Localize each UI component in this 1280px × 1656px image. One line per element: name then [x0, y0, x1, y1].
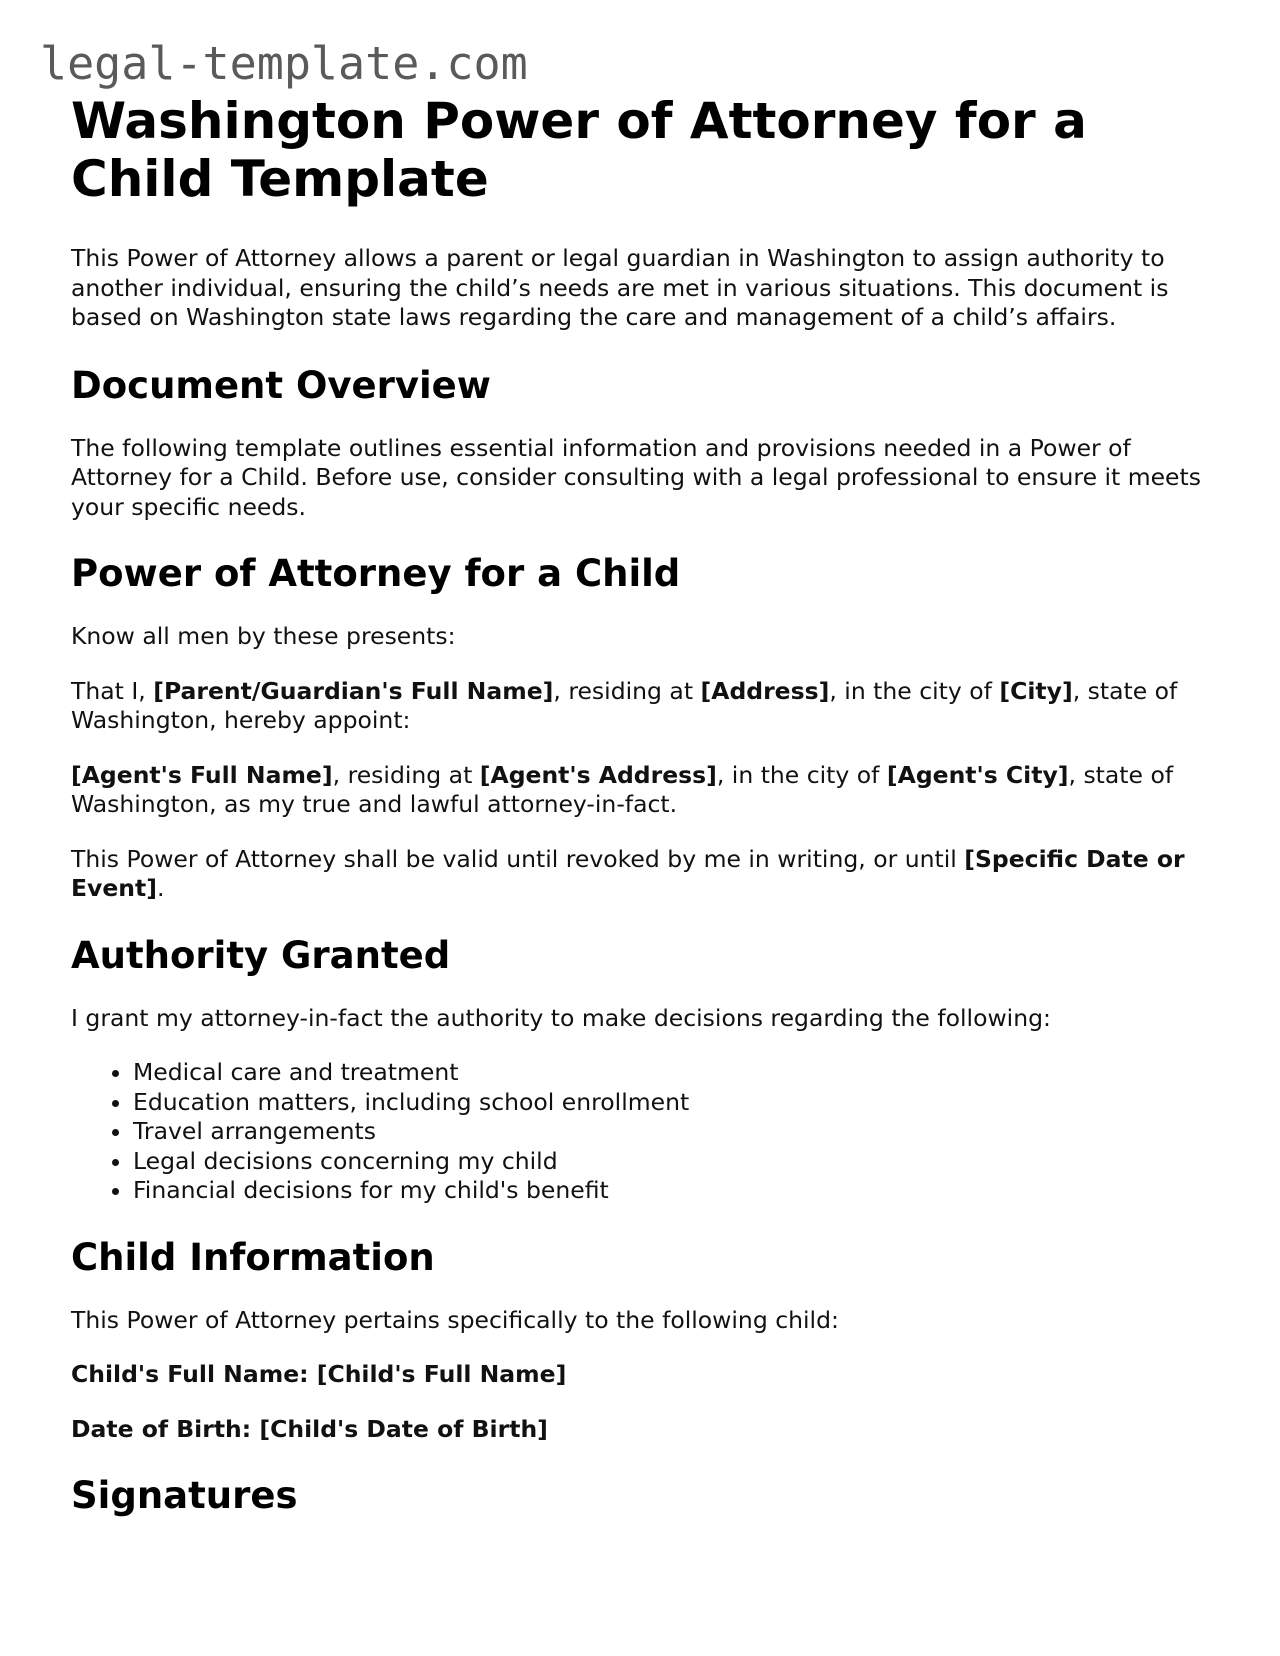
signatures-heading: Signatures [71, 1474, 298, 1517]
intro-paragraph: This Power of Attorney allows a parent or legal guardian in Washington to assign authority to another individual, ensuring the child’s needs are met in various situations. This document is based on Washington state laws regarding the care and management of a child’s affairs. [71, 244, 1169, 331]
text-span: , state of Washington, hereby appoint: [71, 676, 1178, 734]
city-field: [City] [999, 676, 1073, 705]
list-item: • Financial decisions for my child's benefit [133, 1176, 1221, 1206]
agent-name-field: [Agent's Full Name] [71, 760, 333, 789]
list-item: • Education matters, including school enrollment [133, 1088, 1221, 1118]
poa-heading: Power of Attorney for a Child [71, 552, 681, 595]
watermark: legal-template.com [40, 37, 528, 90]
child-name-line [71, 1360, 1221, 1390]
poa-appointment-paragraph [71, 677, 1221, 736]
agent-address-field: [Agent's Address] [479, 760, 717, 789]
text-span: , residing at [553, 676, 701, 705]
overview-paragraph: The following template outlines essential information and provisions needed in a Power of Attorney for a Child. Before use, consider consulting with a legal professional to ensure it meets your specific needs. [71, 433, 1201, 521]
document-body [71, 92, 1221, 1544]
poa-agent-paragraph [71, 761, 1221, 820]
page-title: Washington Power of Attorney for a Child Template [71, 92, 1087, 208]
child-dob-line [71, 1415, 1221, 1445]
authority-list [71, 1058, 1221, 1206]
text-span: , residing at [332, 760, 480, 789]
authority-heading: Authority Granted [71, 933, 451, 977]
child-heading: Child Information [71, 1235, 435, 1279]
child-paragraph: This Power of Attorney pertains specifically to the following child: [71, 1305, 839, 1334]
text-span: , state of Washington, as my true and lawful attorney-in-fact. [71, 760, 1174, 818]
text-span: This Power of Attorney shall be valid until revoked by me in writing, or until [71, 844, 965, 873]
date-event-field: [Specific Date or Event] [71, 844, 1185, 902]
text-span: , in the city of [716, 760, 887, 789]
authority-paragraph: I grant my attorney-in-fact the authority to make decisions regarding the following: [71, 1003, 1051, 1032]
text-span: That I, [71, 676, 154, 705]
text-span: , in the city of [829, 676, 1000, 705]
list-item: • Travel arrangements [133, 1117, 1221, 1147]
poa-validity-paragraph [71, 845, 1221, 904]
child-name-field: Child's Full Name: [Child's Full Name] [71, 1360, 567, 1388]
text-span: . [157, 874, 165, 902]
child-dob-field: Date of Birth: [Child's Date of Birth] [71, 1414, 548, 1443]
list-item: • Legal decisions concerning my child [133, 1147, 1221, 1177]
address-field: [Address] [700, 676, 830, 705]
overview-heading: Document Overview [71, 363, 491, 407]
parent-name-field: [Parent/Guardian's Full Name] [153, 676, 554, 705]
agent-city-field: [Agent's City] [886, 760, 1069, 789]
list-item: • Medical care and treatment [133, 1058, 1221, 1088]
poa-opening: Know all men by these presents: [71, 622, 456, 650]
